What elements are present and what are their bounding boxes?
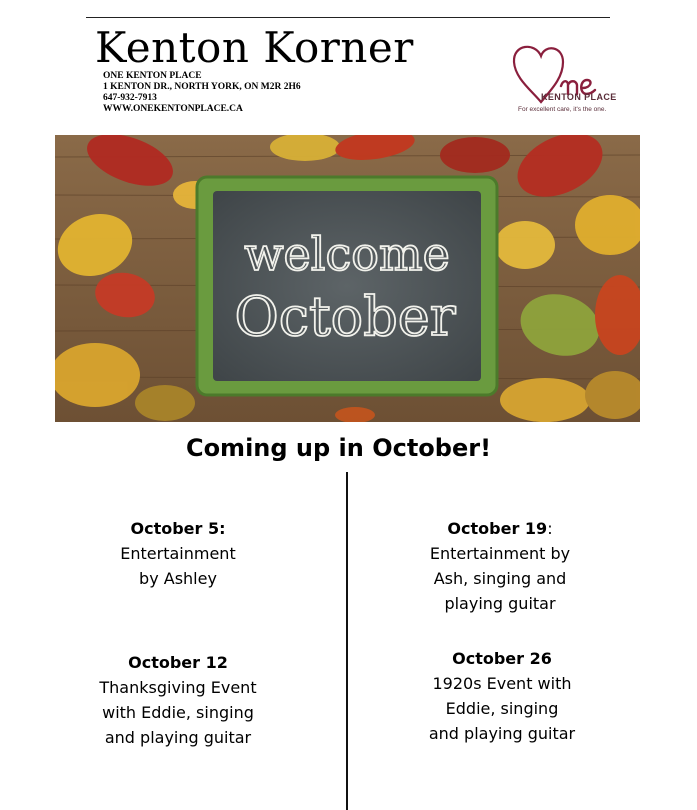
address-block (103, 71, 301, 115)
event-date: October 19 (447, 519, 548, 538)
welcome-october-banner-image (55, 135, 640, 422)
logo-place-text: KENTON PLACE (541, 92, 617, 102)
event-date-line (400, 516, 600, 541)
event-october-12 (68, 650, 288, 750)
event-october-19 (400, 516, 600, 616)
top-rule (86, 17, 610, 18)
event-description: Entertainment by Ashley (120, 544, 236, 588)
address-line-name: ONE KENTON PLACE (103, 71, 202, 81)
logo-wordmark: One (505, 40, 507, 41)
logo-tagline: For excellent care, it's the one. (518, 106, 607, 113)
one-kenton-place-logo (505, 40, 625, 120)
event-october-26 (400, 646, 604, 746)
event-date: October 5: (130, 519, 226, 538)
address-line-website: WWW.ONEKENTONPLACE.CA (103, 104, 243, 114)
event-date: October 26 (452, 649, 552, 668)
address-line-street: 1 KENTON DR., NORTH YORK, ON M2R 2H6 (103, 82, 301, 92)
column-divider (346, 472, 348, 810)
event-description: Entertainment by Ash, singing and playing guitar (429, 544, 571, 613)
chalk-text-welcome: welcome (244, 227, 450, 281)
event-october-5 (78, 516, 278, 591)
chalk-text-october: October (234, 285, 456, 348)
event-description: 1920s Event with Eddie, singing and playing guitar (428, 674, 576, 743)
event-date-colon: : (547, 519, 553, 538)
section-heading: Coming up in October! (185, 434, 492, 462)
newsletter-title: Kenton Korner (95, 23, 414, 72)
event-description: Thanksgiving Event with Eddie, singing and playing guitar (99, 678, 257, 747)
address-line-phone: 647-932-7913 (103, 93, 157, 103)
event-date: October 12 (128, 653, 228, 672)
